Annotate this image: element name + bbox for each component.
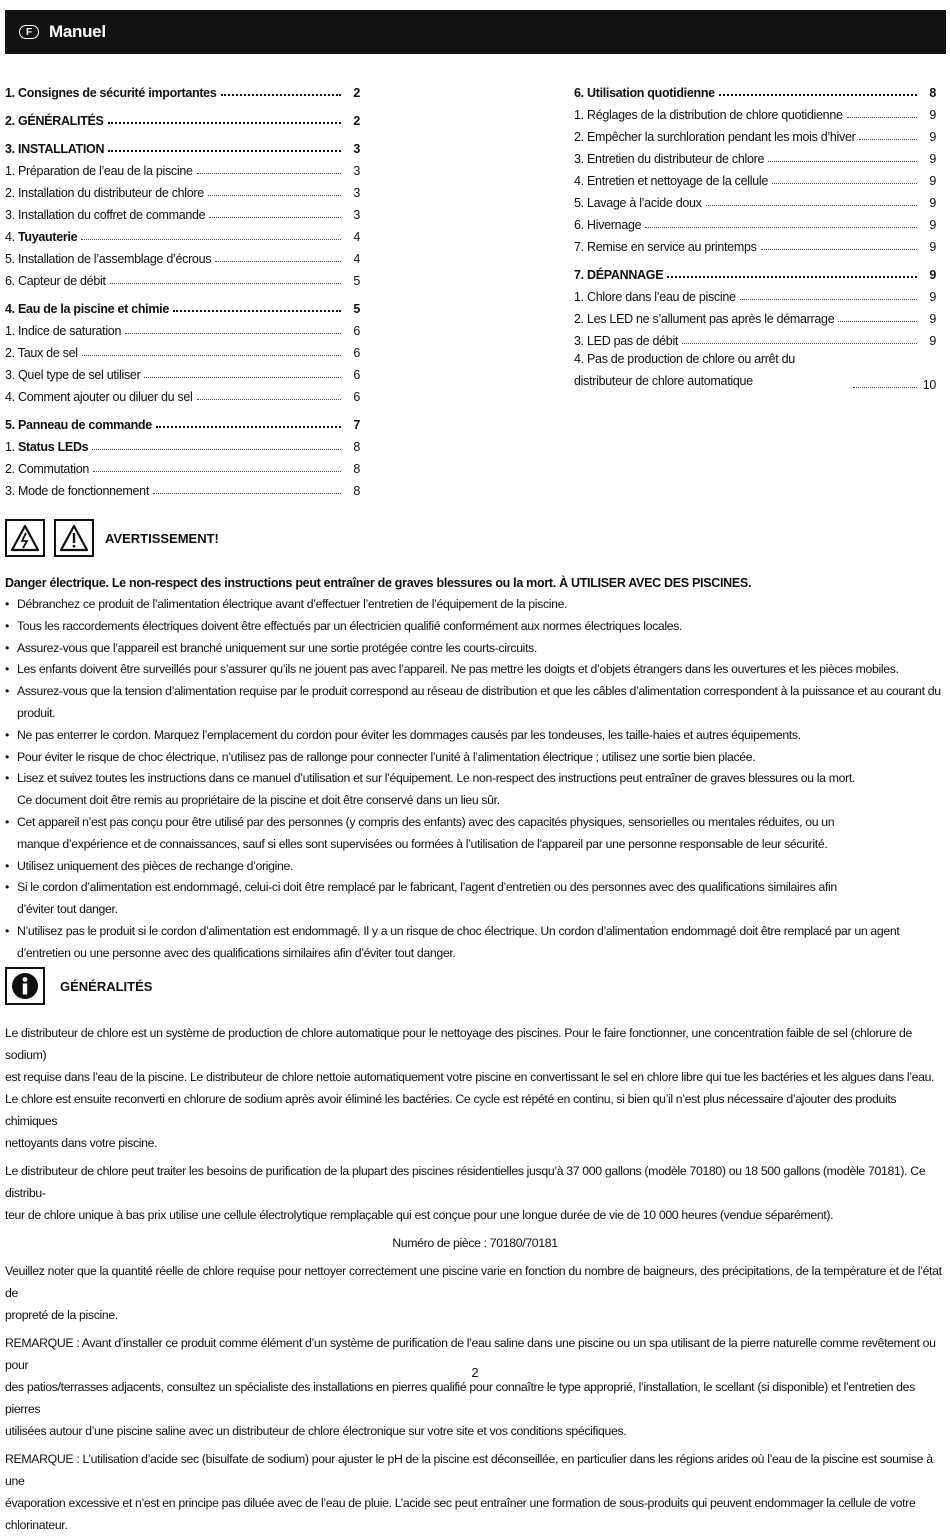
toc-entry-number: 3. <box>5 142 18 156</box>
toc-entry-number: 2. <box>5 114 18 128</box>
toc-entry-number: 1. <box>574 108 587 122</box>
toc-entry-title <box>5 142 104 156</box>
toc-entry-number: 5. <box>5 252 18 266</box>
toc-entry-number: 5. <box>574 196 587 210</box>
toc-leader-dots <box>92 449 341 450</box>
toc-leader-dots <box>82 355 341 356</box>
toc-entry-title <box>574 240 757 254</box>
bullet-line: manque d’expérience et de connaissances, sauf si elles sont supervisées ou formées à l’utilisation de l’appareil par une personne responsable de leur sécurité. <box>17 836 828 851</box>
toc-leader-dots <box>215 261 341 262</box>
bullet-line: Utilisez uniquement des pièces de rechange d’origine. <box>17 858 294 873</box>
toc-page-number: 5 <box>353 302 360 316</box>
toc-entry <box>5 178 360 200</box>
toc-leader-dots <box>125 333 341 334</box>
toc-page-number: 3 <box>353 164 360 178</box>
toc-page-number: 10 <box>922 378 936 392</box>
toc-entry-text: Remise en service au printemps <box>587 240 757 254</box>
toc-entry-title <box>5 274 106 288</box>
toc-entry-title <box>574 174 768 188</box>
toc-page-number: 9 <box>929 152 936 166</box>
toc-page-number: 8 <box>929 86 936 100</box>
toc-page-number: 7 <box>353 418 360 432</box>
toc-leader-dots <box>81 239 341 240</box>
toc-entry-text: Réglages de la distribution de chlore quotidienne <box>587 108 843 122</box>
toc-page-number: 2 <box>353 86 360 100</box>
toc-page-number: 9 <box>929 334 936 348</box>
toc-entry <box>574 282 936 304</box>
toc-entry-number: 3. <box>574 152 587 166</box>
toc-entry-number: 3. <box>574 334 587 348</box>
toc-entry-text: Empêcher la surchloration pendant les mois d’hiver <box>587 130 856 144</box>
toc-page-number: 9 <box>929 196 936 210</box>
toc-entry <box>574 232 936 254</box>
toc-page-number: 9 <box>929 268 936 282</box>
toc-leader-dots <box>144 377 341 378</box>
toc-entry <box>5 432 360 454</box>
toc-entry-number: 2. <box>574 312 587 326</box>
paragraph-line: Le distributeur de chlore est un système de production de chlore automatique pour le nettoyage des piscines. Pour le faire fonctionner, une concentration faible de sel (chlorure de sodium) <box>5 1026 912 1062</box>
bullet-line: Tous les raccordements électriques doivent être effectués par un électricien qualifié conformément aux normes électriques locales. <box>17 618 683 633</box>
bullet-line: N’utilisez pas le produit si le cordon d’alimentation est endommagé. Il y a un risque de choc électrique. Un cordon d’alimentation endommagé doit être remplacé par un agent <box>17 923 900 938</box>
toc-entry-number: 1. <box>5 86 18 100</box>
toc-page-number: 9 <box>929 290 936 304</box>
paragraph-line: évaporation excessive et n’est en principe pas diluée avec de l’eau de pluie. L’acide sec peut entraîner une formation de sous-produits qui peuvent endommager la cellule de votre chlorinateur. <box>5 1496 916 1532</box>
toc-entry-title <box>5 252 211 266</box>
toc-leader-dots <box>108 122 341 124</box>
toc-entry-title <box>5 324 121 338</box>
info-icon <box>5 967 45 1005</box>
toc-entry-number: 4. <box>5 390 18 404</box>
toc-entry-text: LED pas de débit <box>587 334 679 348</box>
toc-entry-text: Lavage à l’acide doux <box>587 196 702 210</box>
bullet-line: Lisez et suivez toutes les instructions dans ce manuel d’utilisation et sur l’équipement. Le non-respect des instructions peut entraîner de graves blessures ou la mort. <box>17 771 855 786</box>
toc-group <box>5 410 360 498</box>
toc-entry-title <box>574 108 843 122</box>
page-header <box>5 10 946 54</box>
toc-left-column <box>5 78 360 504</box>
toc-entry <box>5 200 360 222</box>
toc-entry <box>5 156 360 178</box>
warning-bullet-item <box>5 856 945 878</box>
toc-leader-dots <box>645 227 917 228</box>
toc-leader-dots <box>108 150 341 152</box>
toc-entry-text: Commutation <box>18 462 90 476</box>
toc-entry-text: Hivernage <box>587 218 642 232</box>
toc-entry <box>574 100 936 122</box>
toc-entry-number: 2. <box>574 130 587 144</box>
toc-section-heading <box>574 260 936 282</box>
language-badge: F <box>19 25 39 39</box>
toc-page-number: 8 <box>353 484 360 498</box>
toc-section-heading <box>5 294 360 316</box>
toc-entry-text: Consignes de sécurité importantes <box>18 86 217 100</box>
toc-page-number: 8 <box>353 440 360 454</box>
toc-page-number: 6 <box>353 368 360 382</box>
toc-page-number: 4 <box>353 252 360 266</box>
toc-entry-title <box>5 114 104 128</box>
toc-entry <box>574 188 936 210</box>
remark-natural-stone <box>5 1332 945 1442</box>
toc-entry-number: 1. <box>5 324 18 338</box>
toc-entry-text: Entretien du distributeur de chlore <box>587 152 765 166</box>
remark-dry-acid <box>5 1448 945 1536</box>
toc-leader-dots <box>197 399 341 400</box>
toc-entry <box>574 348 936 392</box>
toc-page-number: 3 <box>353 142 360 156</box>
warning-section <box>5 518 945 965</box>
toc-page-number: 9 <box>929 312 936 326</box>
toc-entry-number: 3. <box>5 368 18 382</box>
toc-entry-text: Comment ajouter ou diluer du sel <box>18 390 193 404</box>
toc-group <box>5 134 360 288</box>
toc-group <box>5 78 360 100</box>
toc-entry-text: Utilisation quotidienne <box>587 86 715 100</box>
warning-bullet-item <box>5 877 945 921</box>
toc-entry <box>574 122 936 144</box>
bullet-line: d’entretien ou une personne avec des qualifications similaires afin d’éviter tout danger. <box>17 945 456 960</box>
bullet-line: Débranchez ce produit de l’alimentation électrique avant d’effectuer l’entretien de l’équipement de la piscine. <box>17 597 568 611</box>
toc-entry-title <box>5 346 78 360</box>
toc-page-number: 3 <box>353 186 360 200</box>
warning-bullet-item <box>5 594 945 616</box>
paragraph-line: propreté de la piscine. <box>5 1308 118 1322</box>
paragraph-line: Le distributeur de chlore peut traiter les besoins de purification de la plupart des piscines résidentielles jusqu’à 37 000 gallons (modèle 70180) ou 18 500 gallons (modèle 70181). Ce distribu- <box>5 1164 926 1200</box>
toc-entry-text: INSTALLATION <box>18 142 105 156</box>
toc-entry-title <box>574 130 855 144</box>
warning-bullet-list <box>5 594 945 965</box>
toc-entry-text: Capteur de débit <box>18 274 106 288</box>
toc-entry-text: Installation de l’assemblage d’écrous <box>18 252 212 266</box>
warning-bullet-item <box>5 921 945 965</box>
toc-entry <box>5 476 360 498</box>
toc-entry <box>574 144 936 166</box>
toc-page-number: 6 <box>353 324 360 338</box>
toc-entry <box>5 316 360 338</box>
toc-entry <box>574 210 936 232</box>
toc-entry-number: 2. <box>5 462 18 476</box>
toc-entry-title <box>574 196 702 210</box>
toc-right-column <box>574 78 936 398</box>
toc-entry-title <box>5 462 89 476</box>
toc-page-number: 9 <box>929 108 936 122</box>
toc-entry-number: 6. <box>5 274 18 288</box>
page-title: Manuel <box>49 22 106 41</box>
toc-leader-dots <box>221 94 342 96</box>
toc-leader-dots <box>93 471 341 472</box>
toc-section-heading <box>5 78 360 100</box>
toc-entry-title <box>574 334 678 348</box>
toc-entry <box>5 222 360 244</box>
toc-entry-title <box>574 290 736 304</box>
toc-entry-number: 4. <box>574 352 587 366</box>
toc-leader-dots <box>173 310 341 312</box>
toc-page-number: 9 <box>929 174 936 188</box>
toc-section-heading <box>5 106 360 128</box>
toc-entry-number: 5. <box>5 418 18 432</box>
toc-entry <box>5 382 360 404</box>
toc-entry-text: Status LEDs <box>18 440 89 454</box>
warning-bullet-item <box>5 747 945 769</box>
warning-bullet-item <box>5 768 945 812</box>
toc-page-number: 6 <box>353 346 360 360</box>
paragraph-line: REMARQUE : Avant d’installer ce produit comme élément d’un système de purification de l’eau saline dans une piscine ou un spa utilisant de la pierre naturelle comme revêtement ou pour <box>5 1336 936 1372</box>
toc-entry-number: 6. <box>574 86 587 100</box>
paragraph-line: utilisées autour d’une piscine saline avec un distributeur de chlore électronique sur votre site et vos conditions spécifiques. <box>5 1424 627 1438</box>
paragraph-line: REMARQUE : L’utilisation d’acide sec (bisulfate de sodium) pour ajuster le pH de la piscine est déconseillée, en particulier dans les régions arides où l’eau de la piscine est soumise à une <box>5 1452 933 1488</box>
toc-entry-number: 3. <box>5 484 18 498</box>
toc-page-number: 6 <box>353 390 360 404</box>
toc-entry-title <box>5 368 140 382</box>
toc-entry-title <box>5 418 152 432</box>
toc-entry-title <box>5 484 149 498</box>
toc-leader-dots <box>761 249 917 250</box>
toc-entry-title <box>574 218 641 232</box>
toc-leader-dots <box>853 387 917 388</box>
toc-entry-title <box>574 312 834 326</box>
toc-entry <box>5 244 360 266</box>
paragraph-line: teur de chlore unique à bas prix utilise une cellule électrolytique remplaçable qui est conçue pour une longue durée de vie de 10 000 heures (vendue séparément). <box>5 1208 834 1222</box>
electrical-hazard-icon <box>5 519 45 557</box>
toc-leader-dots <box>859 139 917 140</box>
toc-entry-number: 4. <box>5 302 18 316</box>
toc-page-number: 2 <box>353 114 360 128</box>
toc-entry <box>5 338 360 360</box>
toc-entry-text: Tuyauterie <box>18 230 78 244</box>
toc-section-heading <box>5 410 360 432</box>
warning-bullet-item <box>5 725 945 747</box>
general-paragraph-capacity <box>5 1160 945 1226</box>
toc-page-number: 9 <box>929 130 936 144</box>
toc-entry-number: 1. <box>574 290 587 304</box>
toc-leader-dots <box>768 161 917 162</box>
toc-entry-text: Préparation de l’eau de la piscine <box>18 164 193 178</box>
toc-entry-title <box>5 390 193 404</box>
toc-entry <box>5 360 360 382</box>
toc-entry-number: 2. <box>5 186 18 200</box>
bullet-line: Ne pas enterrer le cordon. Marquez l’emplacement du cordon pour éviter les dommages causés par les tondeuses, les taille-haies et autres équipements. <box>17 727 801 742</box>
toc-leader-dots <box>667 276 917 278</box>
toc-entry-title <box>5 230 77 244</box>
toc-section-heading <box>574 78 936 100</box>
warning-bullet-item <box>5 681 945 725</box>
warning-triangle-icon <box>54 519 94 557</box>
general-paragraph-intro <box>5 1022 945 1154</box>
toc-page-number: 9 <box>929 218 936 232</box>
part-number: Numéro de pièce : 70180/70181 <box>392 1236 558 1250</box>
toc-page-number: 8 <box>353 462 360 476</box>
bullet-line: Assurez-vous que la tension d’alimentation requise par le produit correspond au réseau de distribution et que les câbles d’alimentation correspondent à la puissance et au courant du produit. <box>17 684 941 720</box>
toc-entry-text: Installation du coffret de commande <box>18 208 206 222</box>
toc-page-number: 4 <box>353 230 360 244</box>
toc-page-number: 3 <box>353 208 360 222</box>
toc-entry-number: 3. <box>5 208 18 222</box>
toc-entry-number: 1. <box>5 164 18 178</box>
toc-entry-text: Indice de saturation <box>18 324 122 338</box>
toc-group <box>574 260 936 392</box>
toc-group <box>5 106 360 128</box>
toc-entry-text: Mode de fonctionnement <box>18 484 149 498</box>
page-number: 2 <box>471 1365 479 1380</box>
toc-entry-text: Taux de sel <box>17 346 78 360</box>
toc-entry-number: 6. <box>574 218 587 232</box>
toc-entry <box>5 454 360 476</box>
toc-entry <box>5 266 360 288</box>
toc-entry-text: Entretien et nettoyage de la cellule <box>587 174 768 188</box>
toc-leader-dots <box>197 173 341 174</box>
bullet-line: Les enfants doivent être surveillés pour s’assurer qu’ils ne jouent pas avec l’appareil. Ne pas mettre les doigts et d’objets étrangers dans les ouvertures et les pièces mobiles. <box>17 662 899 677</box>
toc-entry-title <box>5 86 217 100</box>
paragraph-line: nettoyants dans votre piscine. <box>5 1136 158 1150</box>
toc-entry-text: Les LED ne s’allument pas après le démarrage <box>587 312 835 326</box>
toc-entry-title <box>5 208 205 222</box>
general-title: GÉNÉRALITÉS <box>60 978 153 994</box>
toc-entry-number: 7. <box>574 240 587 254</box>
toc-entry-text: Chlore dans l’eau de piscine <box>587 290 736 304</box>
toc-leader-dots <box>209 217 341 218</box>
toc-entry-text: GÉNÉRALITÉS <box>18 114 104 128</box>
toc-entry-text: Installation du distributeur de chlore <box>18 186 204 200</box>
bullet-line: Cet appareil n’est pas conçu pour être utilisé par des personnes (y compris des enfants) avec des capacités physiques, sensorielles ou mentales réduites, ou un <box>17 814 835 829</box>
toc-entry-number: 7. <box>574 268 587 282</box>
paragraph-line: Le chlore est ensuite reconverti en chlorure de sodium après avoir éliminé les bactéries. Ce cycle est répété en continu, si bien qu’il n’est plus nécessaire d’ajouter des produits chimiques <box>5 1092 897 1128</box>
general-paragraph-note <box>5 1260 945 1326</box>
toc-leader-dots <box>847 117 917 118</box>
bullet-line: d’éviter tout danger. <box>17 902 118 917</box>
toc-entry-text: Pas de production de chlore ou arrêt du distributeur de chlore automatique <box>574 352 795 388</box>
danger-statement: Danger électrique. Le non-respect des instructions peut entraîner de graves blessures ou la mort. À UTILISER AVEC DES PISCINES. <box>5 576 752 590</box>
warning-bullet-item <box>5 659 945 681</box>
toc-leader-dots <box>682 343 917 344</box>
toc-leader-dots <box>208 195 341 196</box>
toc-leader-dots <box>156 426 341 428</box>
toc-leader-dots <box>772 183 917 184</box>
toc-entry-number: 4. <box>5 230 18 244</box>
warning-bullet-item <box>5 638 945 660</box>
general-section <box>5 964 945 1536</box>
toc-entry-number: 4. <box>574 174 587 188</box>
toc-leader-dots <box>706 205 917 206</box>
toc-entry-text: DÉPANNAGE <box>587 268 664 282</box>
toc-leader-dots <box>110 283 341 284</box>
toc-leader-dots <box>740 299 917 300</box>
toc-entry-title <box>574 86 715 100</box>
toc-entry <box>574 326 936 348</box>
bullet-line: Assurez-vous que l’appareil est branché uniquement sur une sortie protégée contre les courts-circuits. <box>17 640 537 655</box>
toc-entry-number: 2. <box>5 346 18 360</box>
toc-entry-title <box>5 302 169 316</box>
toc-entry <box>574 304 936 326</box>
toc-entry-title <box>574 348 849 392</box>
warning-bullet-item <box>5 812 945 856</box>
toc-group <box>574 78 936 254</box>
paragraph-line: Veuillez noter que la quantité réelle de chlore requise pour nettoyer correctement une piscine varie en fonction du nombre de baigneurs, des précipitations, de la température et de l’état de <box>5 1264 942 1300</box>
paragraph-line: est requise dans l’eau de la piscine. Le distributeur de chlore nettoie automatiquement votre piscine en convertissant le sel en chlore libre qui tue les bactéries et les algues dans l’eau. <box>5 1070 935 1084</box>
toc-entry <box>574 166 936 188</box>
toc-entry-number: 1. <box>5 440 18 454</box>
toc-page-number: 9 <box>929 240 936 254</box>
toc-entry-title <box>574 152 764 166</box>
toc-leader-dots <box>153 493 341 494</box>
toc-group <box>5 294 360 404</box>
toc-page-number: 5 <box>353 274 360 288</box>
paragraph-line: des patios/terrasses adjacents, consultez un spécialiste des installations en pierres qualifié pour connaître le type approprié, l’installation, le scellant (si disponible) et l’entretien des pierres <box>5 1380 915 1416</box>
toc-entry-title <box>574 268 663 282</box>
toc-entry-title <box>5 164 193 178</box>
bullet-line: Pour éviter le risque de choc électrique, n’utilisez pas de rallonge pour connecter l’unité à l’alimentation électrique ; utilisez une sortie bien placée. <box>17 749 756 764</box>
toc-entry-title <box>5 186 204 200</box>
toc-leader-dots <box>838 321 917 322</box>
toc-entry-text: Panneau de commande <box>18 418 152 432</box>
warning-title: AVERTISSEMENT! <box>105 530 219 546</box>
toc-entry-text: Quel type de sel utiliser <box>18 368 141 382</box>
toc-leader-dots <box>719 94 917 96</box>
toc-entry-title <box>5 440 88 454</box>
toc-entry-text: Eau de la piscine et chimie <box>18 302 169 316</box>
bullet-line: Ce document doit être remis au propriétaire de la piscine et doit être conservé dans un lieu sûr. <box>17 793 500 808</box>
toc-section-heading <box>5 134 360 156</box>
warning-bullet-item <box>5 616 945 638</box>
bullet-line: Si le cordon d’alimentation est endommagé, celui-ci doit être remplacé par le fabricant, l’agent d’entretien ou des personnes avec des qualifications similaires afin <box>17 880 837 895</box>
